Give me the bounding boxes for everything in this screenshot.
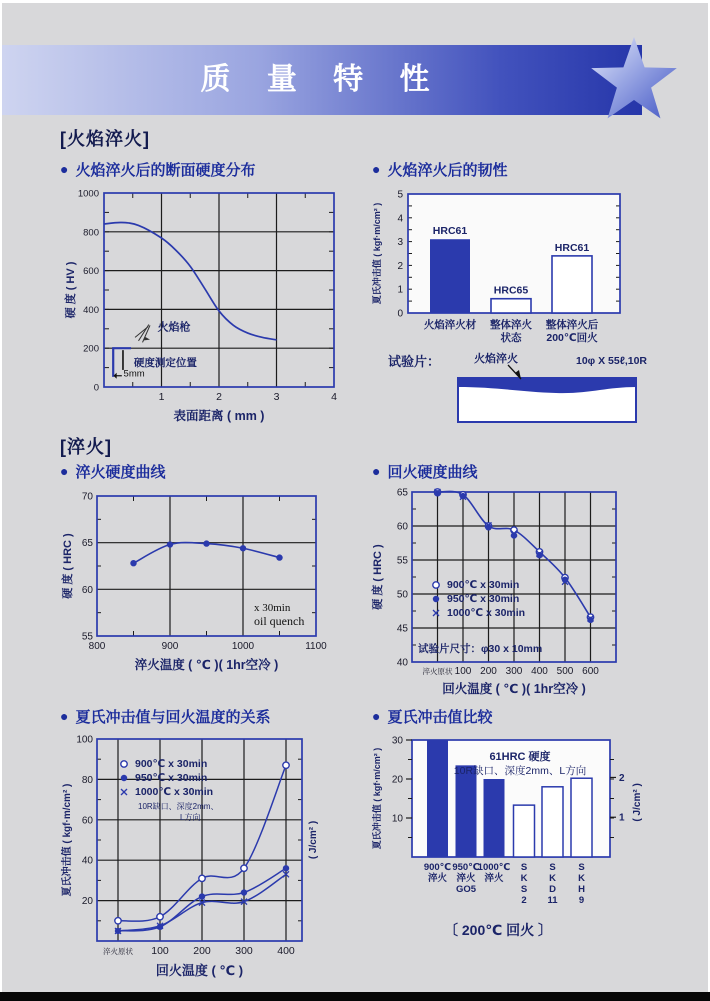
bar-label: 200℃回火 <box>546 332 598 344</box>
x-tick-label: 900 <box>161 641 179 652</box>
bar-label: 11 <box>547 895 558 906</box>
right-tick-label: 2 <box>619 772 625 784</box>
x-tick-label: 4 <box>331 391 337 403</box>
page-title: 质 量 特 性 <box>200 63 444 96</box>
y-tick-label: 5 <box>397 189 403 201</box>
chart-title-temper-hardness: ● 回火硬度曲线 <box>372 463 478 481</box>
bar-label: K <box>520 873 528 884</box>
y-tick-label: 800 <box>83 227 99 239</box>
bar-label: 9 <box>578 895 585 906</box>
bar <box>456 765 477 857</box>
test-piece-canvas <box>368 351 698 429</box>
bar <box>430 239 470 313</box>
y-tick-label: 600 <box>83 266 99 278</box>
y-tick-label: 100 <box>76 734 93 746</box>
chart-title-charpy-temper: ● 夏氏冲击值与回火温度的关系 <box>60 708 271 726</box>
legend-label: 900℃ x 30min <box>447 579 520 591</box>
x-axis-label: 回火温度 ( ℃ )( 1hr空冷 ) <box>442 682 586 696</box>
legend-label: 900℃ x 30min <box>135 758 208 770</box>
bullet-icon: ● <box>60 708 69 724</box>
bar <box>542 787 563 857</box>
bar-label: K <box>549 873 556 884</box>
x-tick-label: 1100 <box>305 641 327 652</box>
y-tick-label: 45 <box>396 623 408 635</box>
x-tick-label: 淬火原状 <box>103 947 133 956</box>
bar-label: D <box>549 884 556 895</box>
y-axis-label: 夏氏冲击值 ( kgf·m/cm² ) <box>372 747 382 850</box>
section-header-quench: [淬火] <box>60 437 112 457</box>
bar-label: 整体淬火 <box>490 319 532 331</box>
note: 试验片尺寸：φ30 x 10mm <box>418 643 543 655</box>
bar-label: 状态 <box>500 332 522 344</box>
x-tick-label: 600 <box>582 666 599 677</box>
bar-label: S <box>578 862 585 873</box>
x-tick-label: 100 <box>151 945 169 957</box>
bar-label: 950℃ <box>452 862 480 873</box>
y-axis-label: 硬 度 ( HRC ) <box>62 533 74 599</box>
note: oil quench <box>254 613 305 628</box>
depth-label: 5mm <box>123 368 145 380</box>
test-piece-diagram <box>368 351 698 434</box>
x-tick-label: 100 <box>454 666 472 677</box>
y-tick-label: 30 <box>391 735 403 747</box>
right-axis-label: ( J/cm² ) <box>632 783 643 822</box>
bar-label: S <box>520 862 528 873</box>
note: 10R缺口、深度2mm、 <box>138 802 219 811</box>
y-tick-label: 80 <box>81 774 93 786</box>
bar-label: 2 <box>521 895 527 906</box>
y-tick-label: 4 <box>397 213 403 225</box>
bar-label: 淬火 <box>456 873 476 884</box>
right-tick-label: 1 <box>619 812 625 824</box>
bar-tag: HRC65 <box>493 284 529 297</box>
bar-label: S <box>549 862 556 873</box>
quench-hardness-canvas <box>58 486 370 674</box>
bar-label: 900℃ <box>423 862 452 873</box>
charpy-compare-canvas <box>368 727 708 967</box>
chart-title-quench-hardness: ● 淬火硬度曲线 <box>60 463 166 481</box>
y-tick-label: 20 <box>391 774 403 786</box>
chart-quench-hardness <box>58 486 370 679</box>
y-tick-label: 10 <box>391 813 403 825</box>
bar-label: 淬火 <box>484 873 504 884</box>
y-tick-label: 65 <box>81 538 93 550</box>
bar <box>514 805 535 857</box>
x-axis-label: 淬火温度 ( ℃ )( 1hr空冷 ) <box>134 658 279 672</box>
bullet-icon: ● <box>372 708 381 724</box>
x-tick-label: 400 <box>531 666 548 677</box>
bar <box>484 779 505 857</box>
chart-charpy-compare <box>368 727 708 972</box>
bar-label: H <box>578 884 585 895</box>
note: x 30min <box>254 601 291 614</box>
test-piece-label: 试验片： <box>388 354 441 369</box>
bar-tag: HRC61 <box>554 241 590 254</box>
bar-label: 火焰淬火材 <box>423 319 477 331</box>
y-axis-label: 硬 度 ( HRC ) <box>372 544 384 610</box>
y-tick-label: 3 <box>397 237 403 249</box>
note: 10R缺口、深度2mm、L方向 <box>453 765 587 777</box>
bar <box>571 778 592 857</box>
right-axis-label: ( J/cm² ) <box>308 820 319 860</box>
chart-title-hv-profile: ● 火焰淬火后的断面硬度分布 <box>60 161 256 179</box>
bar <box>491 299 531 313</box>
bar-label: S <box>520 884 528 895</box>
measure-pos-label: 硬度测定位置 <box>133 357 197 370</box>
y-tick-label: 60 <box>81 584 93 596</box>
y-axis-label: 夏氏冲击值 ( kgf·m/cm² ) <box>372 202 382 305</box>
page-background <box>2 3 708 992</box>
y-tick-label: 200 <box>83 343 99 355</box>
bar-tag: HRC61 <box>432 225 468 238</box>
x-tick-label: 500 <box>556 666 574 677</box>
bar-label: 淬火 <box>427 873 448 884</box>
flame-toughness-canvas <box>368 185 698 357</box>
chart-title-charpy-compare: ● 夏氏冲击值比较 <box>372 708 493 726</box>
y-tick-label: 55 <box>81 631 93 643</box>
x-tick-label: 2 <box>216 391 222 403</box>
y-tick-label: 1 <box>397 284 403 296</box>
y-tick-label: 1000 <box>77 188 99 200</box>
y-tick-label: 20 <box>81 896 93 908</box>
charpy-temper-canvas <box>58 727 373 985</box>
x-axis-label: 回火温度 ( ℃ ) <box>155 963 244 978</box>
chart-charpy-temper <box>58 727 373 990</box>
bullet-icon: ● <box>372 161 381 177</box>
caption: 〔 200℃ 回火 〕 <box>444 922 552 938</box>
y-tick-label: 70 <box>81 491 93 503</box>
bullet-icon: ● <box>60 463 69 479</box>
chart-flame-toughness <box>368 185 698 362</box>
legend-label: 1000℃ x 30min <box>447 607 526 619</box>
y-tick-label: 400 <box>83 304 99 316</box>
y-tick-label: 2 <box>397 260 403 272</box>
note: 61HRC 硬度 <box>489 751 551 763</box>
x-tick-label: 200 <box>480 666 497 677</box>
bar-label: 1000℃ <box>477 862 511 873</box>
x-tick-label: 400 <box>277 945 295 957</box>
y-tick-label: 40 <box>81 855 93 867</box>
hv-profile-canvas <box>60 187 360 427</box>
x-tick-label: 淬火原状 <box>422 667 453 676</box>
x-axis-label: 表面距离 ( mm ) <box>173 409 265 423</box>
flame-band-label: 火焰淬火 <box>474 353 518 365</box>
bar-label: GO5 <box>455 884 477 895</box>
chart-temper-hardness <box>368 484 708 701</box>
torch-label: 火焰枪 <box>157 321 191 334</box>
bullet-icon: ● <box>372 463 381 479</box>
chart-title-flame-toughness: ● 火焰淬火后的韧性 <box>372 161 508 179</box>
test-piece-dims: 10φ X 55ℓ,10R <box>576 355 648 367</box>
y-axis-label: 硬 度 ( HV ) <box>65 261 77 319</box>
note: L方向 <box>180 813 201 822</box>
y-tick-label: 50 <box>396 589 408 601</box>
legend-label: 950℃ x 30min <box>447 593 520 605</box>
x-tick-label: 200 <box>193 945 211 957</box>
legend-label: 1000℃ x 30min <box>135 786 214 798</box>
x-tick-label: 3 <box>273 391 280 403</box>
y-tick-label: 60 <box>396 521 408 533</box>
bar-label: 整体淬火后 <box>545 319 599 331</box>
y-axis-label: 夏氏冲击值 ( kgf·m/cm² ) <box>62 783 73 897</box>
x-tick-label: 1000 <box>231 641 255 652</box>
chart-hv-profile <box>60 187 360 432</box>
x-tick-label: 300 <box>235 945 253 957</box>
x-tick-label: 1 <box>158 391 165 403</box>
y-tick-label: 65 <box>396 487 408 499</box>
bar-label: K <box>578 873 585 884</box>
y-tick-label: 60 <box>81 815 93 827</box>
y-tick-label: 40 <box>396 657 408 669</box>
bottom-black-bar <box>0 992 710 1001</box>
y-tick-label: 55 <box>396 555 408 567</box>
temper-hardness-canvas <box>368 484 708 696</box>
x-tick-label: 300 <box>505 666 523 677</box>
x-tick-label: 800 <box>88 641 106 652</box>
bullet-icon: ● <box>60 161 69 177</box>
star-icon <box>584 32 684 132</box>
legend-label: 950℃ x 30min <box>135 772 208 784</box>
header-banner <box>2 45 642 115</box>
y-tick-label: 0 <box>93 382 99 394</box>
y-tick-label: 0 <box>397 308 403 320</box>
section-header-flame: [火焰淬火] <box>60 129 150 149</box>
bar <box>552 256 592 313</box>
bar <box>427 740 448 857</box>
